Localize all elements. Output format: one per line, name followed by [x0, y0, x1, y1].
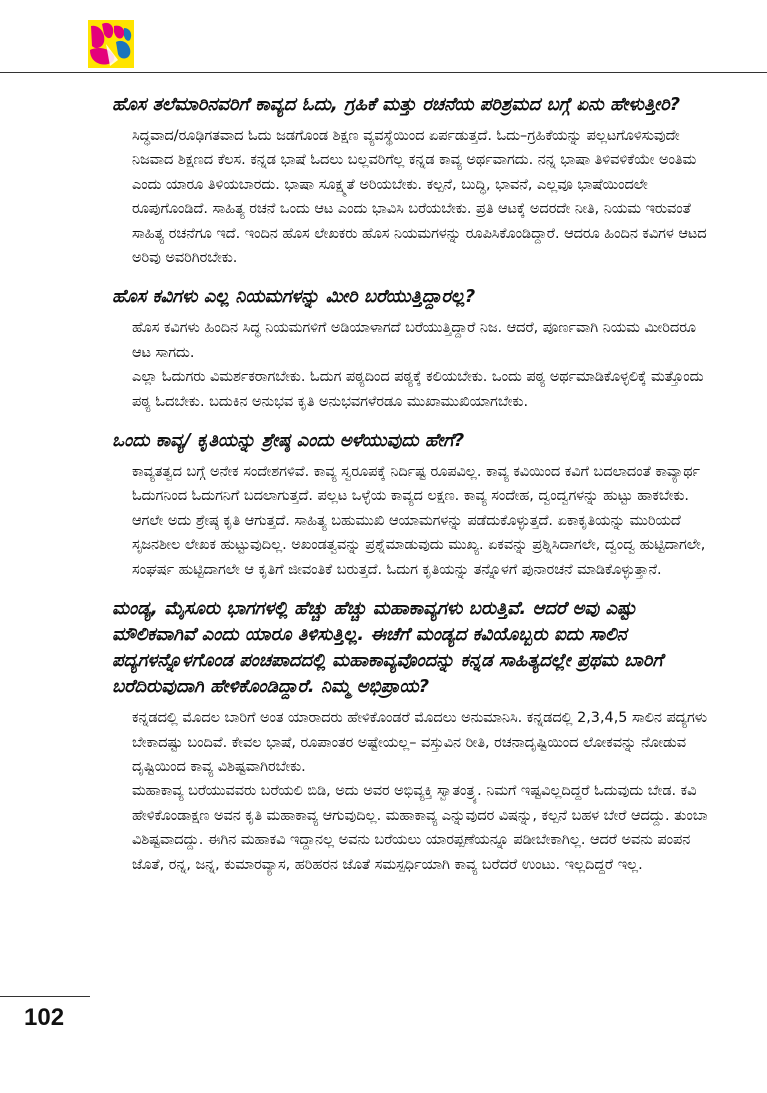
question-heading: ಹೊಸ ಕವಿಗಳು ಎಲ್ಲ ನಿಯಮಗಳನ್ನು ಮೀರಿ ಬರೆಯುತ್ತಿದ್ದಾರಲ್ಲ?: [112, 286, 476, 308]
page-content: [112, 92, 712, 891]
answer-block: [132, 124, 712, 270]
footer-rule: [0, 996, 90, 997]
logo-graphic: [88, 20, 134, 68]
page-number: 102: [24, 1004, 65, 1031]
question-heading: ಮಂಡ್ಯ, ಮೈಸೂರು ಭಾಗಗಳಲ್ಲಿ ಹೆಚ್ಚು ಹೆಚ್ಚು ಮಹಾಕಾವ್ಯಗಳು ಬರುತ್ತಿವೆ. ಆದರೆ ಅವು ಎಷ್ಟು ಮೌಲಿಕವಾಗಿವೆ ಎಂದು ಯಾರೂ ತಿಳಿಸುತ್ತಿಲ್ಲ. ಈಚೆಗೆ ಮಂಡ್ಯದ ಕವಿಯೊಬ್ಬರು ಐದು ಸಾಲಿನ ಪದ್ಯಗಳನ್ನೊಳಗೊಂಡ ಪಂಚಪಾದದಲ್ಲಿ ಮಹಾಕಾವ್ಯವೊಂದನ್ನು ಕನ್ನಡ ಸಾಹಿತ್ಯದಲ್ಲೇ ಪ್ರಥಮ ಬಾರಿಗೆ ಬರೆದಿರುವುದಾಗಿ ಹೇಳಿಕೊಂಡಿದ್ದಾರೆ. ನಿಮ್ಮ ಅಭಿಪ್ರಾಯ?: [112, 598, 663, 698]
answer-block: [132, 316, 712, 414]
answer-block: [132, 460, 712, 582]
header-rule: [0, 72, 767, 73]
answer-paragraph: ಕಾವ್ಯತತ್ವದ ಬಗ್ಗೆ ಅನೇಕ ಸಂದೇಶಗಳಿವೆ. ಕಾವ್ಯ ಸ್ವರೂಪಕ್ಕೆ ನಿರ್ದಿಷ್ಟ ರೂಪವಿಲ್ಲ. ಕಾವ್ಯ ಕವಿಯಿಂದ ಕವಿಗೆ ಬದಲಾದಂತೆ ಕಾವ್ಯಾರ್ಥ ಓದುಗನಿಂದ ಓದುಗನಿಗೆ ಬದಲಾಗುತ್ತದೆ. ಪಲ್ಲಟ ಒಳ್ಳೆಯ ಕಾವ್ಯದ ಲಕ್ಷಣ. ಕಾವ್ಯ ಸಂದೇಹ, ದ್ವಂದ್ವಗಳನ್ನು ಹುಟ್ಟು ಹಾಕಬೇಕು. ಆಗಲೇ ಅದು ಶ್ರೇಷ್ಠ ಕೃತಿ ಆಗುತ್ತದೆ. ಸಾಹಿತ್ಯ ಬಹುಮುಖಿ ಆಯಾಮಗಳನ್ನು ಪಡೆದುಕೊಳ್ಳುತ್ತದೆ. ಏಕಾಕೃತಿಯನ್ನು ಮುರಿಯದೆ ಸೃಜನಶೀಲ ಲೇಖಕ ಹುಟ್ಟುವುದಿಲ್ಲ. ಅಖಂಡತ್ವವನ್ನು ಪ್ರಶ್ನೆಮಾಡುವುದು ಮುಖ್ಯ. ಏಕವನ್ನು ಪ್ರಶ್ನಿಸಿದಾಗಲೇ, ದ್ವಂದ್ವ ಹುಟ್ಟಿದಾಗಲೇ, ಸಂಘರ್ಷ ಹುಟ್ಟಿದಾಗಲೇ ಆ ಕೃತಿಗೆ ಜೀವಂತಿಕೆ ಬರುತ್ತದೆ. ಓದುಗ ಕೃತಿಯನ್ನು ತನ್ನೊಳಗೆ ಪುನಾರಚನೆ ಮಾಡಿಕೊಳ್ಳುತ್ತಾನೆ.: [132, 464, 706, 578]
answer-paragraph: ಎಲ್ಲಾ ಓದುಗರು ವಿಮರ್ಶಕರಾಗಬೇಕು. ಓದುಗ ಪಠ್ಯದಿಂದ ಪಠ್ಯಕ್ಕೆ ಕಲಿಯಬೇಕು. ಒಂದು ಪಠ್ಯ ಅರ್ಥಮಾಡಿಕೊಳ್ಳಲಿಕ್ಕೆ ಮತ್ತೊಂದು ಪಠ್ಯ ಓದಬೇಕು. ಬದುಕಿನ ಅನುಭವ ಕೃತಿ ಅನುಭವಗಳೆರಡೂ ಮುಖಾಮುಖಿಯಾಗಬೇಕು.: [132, 369, 704, 410]
answer-paragraph: ಮಹಾಕಾವ್ಯ ಬರೆಯುವವರು ಬರೆಯಲಿ ಬಿಡಿ, ಅದು ಅವರ ಅಭಿವ್ಯಕ್ತಿ ಸ್ವಾತಂತ್ರ್ಯ. ನಿಮಗೆ ಇಷ್ಟವಿಲ್ಲದಿದ್ದರೆ ಓದುವುದು ಬೇಡ. ಕವಿ ಹೇಳಿಕೊಂಡಾಕ್ಷಣ ಅವನ ಕೃತಿ ಮಹಾಕಾವ್ಯ ಆಗುವುದಿಲ್ಲ. ಮಹಾಕಾವ್ಯ ಎನ್ನುವುದರ ವಿಷನ್ನು, ಕಲ್ಪನೆ ಬಹಳ ಬೇರೆ ಆದದ್ದು. ತುಂಬಾ ವಿಶಿಷ್ಟವಾದದ್ದು. ಈಗಿನ ಮಹಾಕವಿ ಇದ್ದಾನಲ್ಲ ಅವನು ಬರೆಯಲು ಯಾರಪ್ಪಣೆಯನ್ನೂ ಪಡೀಬೇಕಾಗಿಲ್ಲ. ಆದರೆ ಅವನು ಪಂಪನ ಜೊತೆ, ರನ್ನ, ಜನ್ನ, ಕುಮಾರವ್ಯಾಸ, ಹರಿಹರನ ಜೊತೆ ಸಮಸ್ಪರ್ಧಿಯಾಗಿ ಕಾವ್ಯ ಬರೆದರೆ ಉಂಟು. ಇಲ್ಲದಿದ್ದರೆ ಇಲ್ಲ.: [132, 783, 708, 873]
answer-paragraph: ಹೊಸ ಕವಿಗಳು ಹಿಂದಿನ ಸಿದ್ಧ ನಿಯಮಗಳಿಗೆ ಅಡಿಯಾಳಾಗದೆ ಬರೆಯುತ್ತಿದ್ದಾರೆ ನಿಜ. ಆದರೆ, ಪೂರ್ಣವಾಗಿ ನಿಯಮ ಮೀರಿದರೂ ಆಟ ಸಾಗದು.: [132, 320, 696, 361]
answer-block: [132, 706, 712, 877]
answer-paragraph: ಸಿದ್ಧವಾದ/ರೂಢಿಗತವಾದ ಓದು ಜಡಗೊಂಡ ಶಿಕ್ಷಣ ವ್ಯವಸ್ಥೆಯಿಂದ ಏರ್ಪಡುತ್ತದೆ. ಓದು–ಗ್ರಹಿಕೆಯನ್ನು ಪಲ್ಲಟಗೊಳಿಸುವುದೇ ನಿಜವಾದ ಶಿಕ್ಷಣದ ಕೆಲಸ. ಕನ್ನಡ ಭಾಷೆ ಓದಲು ಬಲ್ಲವರಿಗೆಲ್ಲ ಕನ್ನಡ ಕಾವ್ಯ ಅರ್ಥವಾಗದು. ನನ್ನ ಭಾಷಾ ತಿಳಿವಳಿಕೆಯೇ ಅಂತಿಮ ಎಂದು ಯಾರೂ ತಿಳಿಯಬಾರದು. ಭಾಷಾ ಸೂಕ್ಷ್ಮತೆ ಅರಿಯಬೇಕು. ಕಲ್ಪನೆ, ಬುದ್ಧಿ, ಭಾವನೆ, ಎಲ್ಲವೂ ಭಾಷೆಯಿಂದಲೇ ರೂಪುಗೊಂಡಿದೆ. ಸಾಹಿತ್ಯ ರಚನೆ ಒಂದು ಆಟ ಎಂದು ಭಾವಿಸಿ ಬರೆಯಬೇಕು. ಪ್ರತಿ ಆಟಕ್ಕೆ ಅದರದೇ ನೀತಿ, ನಿಯಮ ಇರುವಂತೆ ಸಾಹಿತ್ಯ ರಚನೆಗೂ ಇದೆ. ಇಂದಿನ ಹೊಸ ಲೇಖಕರು ಹೊಸ ನಿಯಮಗಳನ್ನು ರೂಪಿಸಿಕೊಂಡಿದ್ದಾರೆ. ಆದರೂ ಹಿಂದಿನ ಕವಿಗಳ ಆಟದ ಅರಿವು ಅವರಿಗಿರಬೇಕು.: [132, 128, 707, 267]
question-heading: ಒಂದು ಕಾವ್ಯ/ ಕೃತಿಯನ್ನು ಶ್ರೇಷ್ಠ ಎಂದು ಅಳೆಯುವುದು ಹೇಗೆ?: [112, 430, 465, 452]
qa-section: [112, 428, 712, 582]
question-heading: ಹೊಸ ತಲೆಮಾರಿನವರಿಗೆ ಕಾವ್ಯದ ಓದು, ಗ್ರಹಿಕೆ ಮತ್ತು ರಚನೆಯ ಪರಿಶ್ರಮದ ಬಗ್ಗೆ ಏನು ಹೇಳುತ್ತೀರಿ?: [112, 94, 681, 115]
qa-section: [112, 284, 712, 414]
qa-section: [112, 596, 712, 877]
decorative-logo: [88, 20, 134, 68]
answer-paragraph: ಕನ್ನಡದಲ್ಲಿ ಮೊದಲ ಬಾರಿಗೆ ಅಂತ ಯಾರಾದರು ಹೇಳಿಕೊಂಡರೆ ಮೊದಲು ಅನುಮಾನಿಸಿ. ಕನ್ನಡದಲ್ಲಿ 2,3,4,5 ಸಾಲಿನ ಪದ್ಯಗಳು ಬೇಕಾದಷ್ಟು ಬಂದಿವೆ. ಕೇವಲ ಭಾಷೆ, ರೂಪಾಂತರ ಅಷ್ಟೇಯಲ್ಲ– ವಸ್ತುವಿನ ರೀತಿ, ರಚನಾದೃಷ್ಟಿಯಿಂದ ಲೋಕವನ್ನು ನೋಡುವ ದೃಷ್ಟಿಯಿಂದ ಕಾವ್ಯ ವಿಶಿಷ್ಟವಾಗಿರಬೇಕು.: [132, 710, 708, 775]
qa-section: [112, 92, 712, 270]
